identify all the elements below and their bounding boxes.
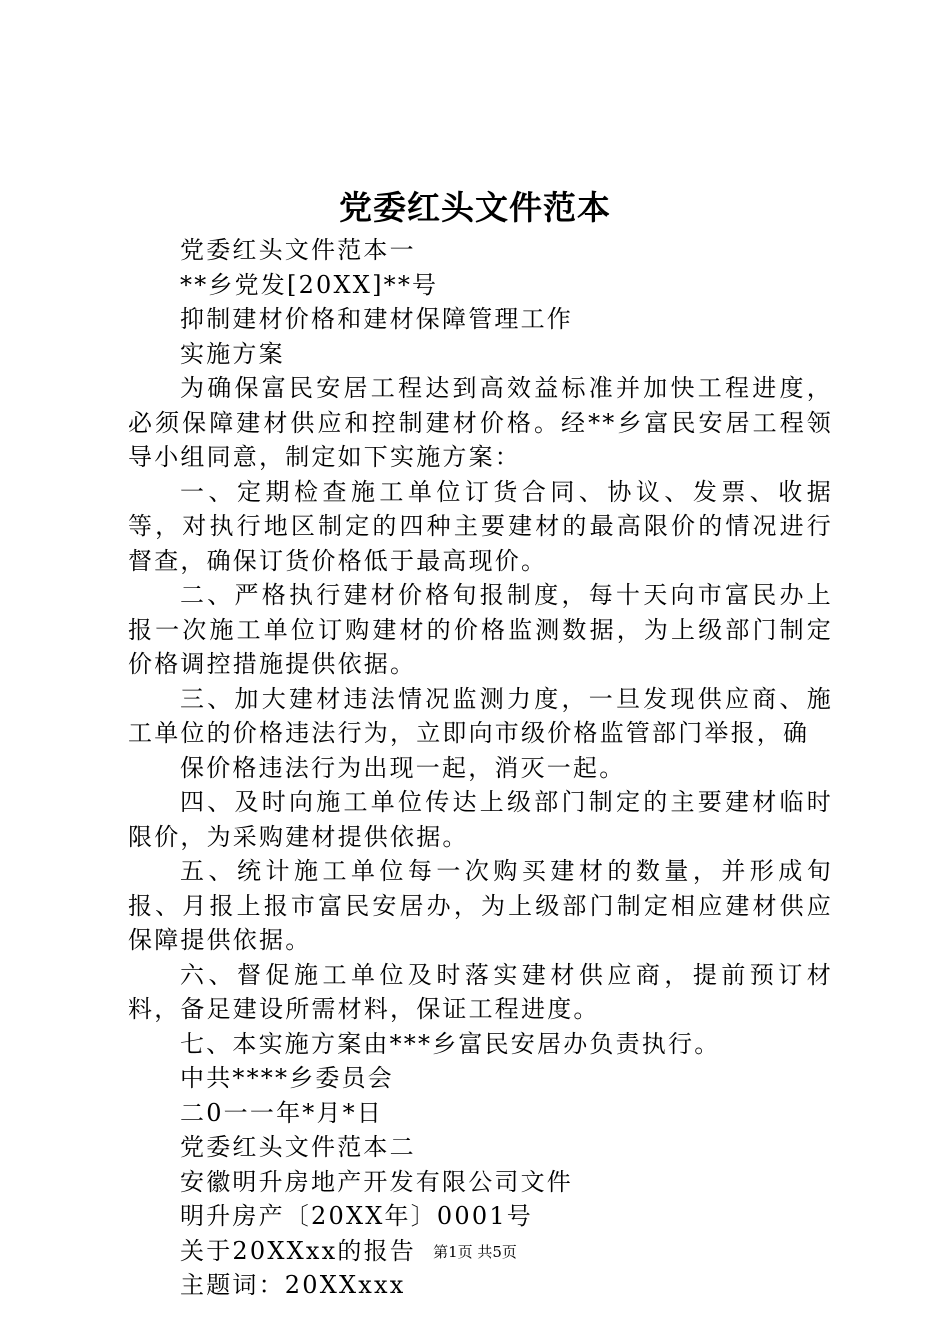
doc-line-plan: 实施方案 [180,339,285,368]
document-title: 党委红头文件范本 [339,188,611,227]
doc-line-report: 关于20XXxx的报告 [180,1236,416,1265]
doc-line-item-3-cont: 保价格违法行为出现一起，消灭一起。 [180,753,626,782]
doc-line-file-number: 明升房产〔20XX年〕0001号 [180,1202,533,1230]
doc-paragraph-item-1: 一、定期检查施工单位订货合同、协议、发票、收据等，对执行地区制定的四种主要建材的最高限价的情况进行督查，确保订货价格低于最高现价。 [128,477,833,575]
doc-paragraph-item-2: 二、严格执行建材价格旬报制度，每十天向市富民办上报一次施工单位订购建材的价格监测数据，为上级部门制定价格调控措施提供依据。 [128,581,833,678]
doc-line-keywords: 主题词：20XXxxx [180,1271,406,1299]
doc-line-item-7: 七、本实施方案由***乡富民安居办负责执行。 [180,1029,721,1058]
doc-line-document-number: **乡党发[20XX]**号 [180,270,439,299]
doc-line-template-one: 党委红头文件范本一 [180,236,416,264]
doc-paragraph-item-5: 五、统计施工单位每一次购买建材的数量，并形成旬报、月报上报市富民安居办，为上级部门制定相应建材供应保障提供依据。 [128,857,833,954]
doc-line-subject: 抑制建材价格和建材保障管理工作 [180,305,573,333]
page-number-footer: 第1页 共5页 [433,1243,517,1261]
document-body [128,233,833,1303]
doc-line-issuer: 中共****乡委员会 [180,1064,394,1092]
doc-paragraph-item-3: 三、加大建材违法情况监测力度，一旦发现供应商、施工单位的价格违法行为，立即向市级价格监管部门举报，确 [128,684,833,747]
doc-paragraph-item-6: 六、督促施工单位及时落实建材供应商，提前预订材料，备足建设所需材料，保证工程进度。 [128,960,833,1023]
doc-line-template-two: 党委红头文件范本二 [180,1133,416,1161]
doc-paragraph-intro: 为确保富民安居工程达到高效益标准并加快工程进度，必须保障建材供应和控制建材价格。经**乡富民安居工程领导小组同意，制定如下实施方案： [128,374,833,471]
doc-paragraph-item-4: 四、及时向施工单位传达上级部门制定的主要建材临时限价，为采购建材提供依据。 [128,788,833,851]
doc-line-date: 二0一一年*月*日 [180,1098,384,1127]
doc-line-company-file: 安徽明升房地产开发有限公司文件 [180,1167,573,1196]
